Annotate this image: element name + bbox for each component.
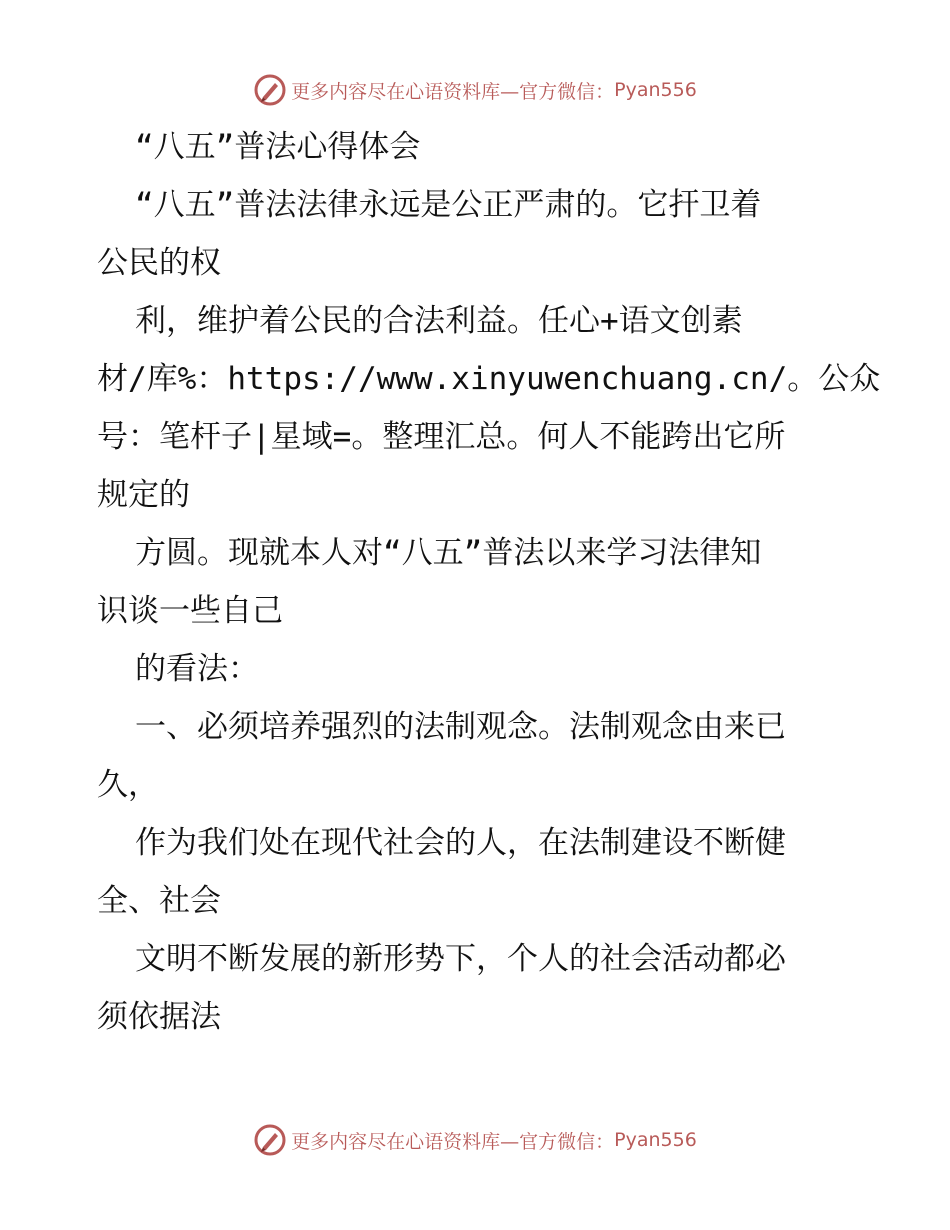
header-banner-text: 更多内容尽在心语资料库—官方微信： [291, 80, 615, 103]
doc-line: 识谈一些自己 [97, 593, 283, 629]
doc-line: 一、必须培养强烈的法制观念。法制观念由来已 [135, 709, 786, 745]
doc-line: 材/库%：https://www.xinyuwenchuang.cn/。公众 [97, 361, 881, 397]
doc-line: 公民的权 [97, 245, 221, 281]
doc-line: 利，维护着公民的合法利益。任心+语文创素 [135, 303, 743, 339]
pen-logo-icon [253, 73, 287, 107]
doc-line: 规定的 [97, 477, 190, 513]
doc-line: 的看法： [135, 651, 259, 687]
footer-wechat-id: Pyan556 [614, 1129, 697, 1151]
doc-line: 须依据法 [97, 999, 221, 1035]
footer-banner [0, 1120, 950, 1160]
doc-line: 作为我们处在现代社会的人，在法制建设不断健 [135, 825, 786, 861]
pen-logo-icon [253, 1123, 287, 1157]
header-banner [0, 70, 950, 110]
doc-line: 全、社会 [97, 883, 221, 919]
header-wechat-id: Pyan556 [614, 79, 697, 101]
doc-line: 号：笔杆子|星域=。整理汇总。何人不能跨出它所 [97, 419, 786, 455]
doc-line: 久， [97, 767, 159, 803]
doc-title: “八五”普法心得体会 [135, 129, 421, 165]
footer-banner-text: 更多内容尽在心语资料库—官方微信： [291, 1130, 615, 1153]
document-body [97, 118, 881, 1046]
doc-line: 文明不断发展的新形势下，个人的社会活动都必 [135, 941, 786, 977]
doc-line: “八五”普法法律永远是公正严肃的。它扞卫着 [135, 187, 762, 223]
doc-line: 方圆。现就本人对“八五”普法以来学习法律知 [135, 535, 762, 571]
